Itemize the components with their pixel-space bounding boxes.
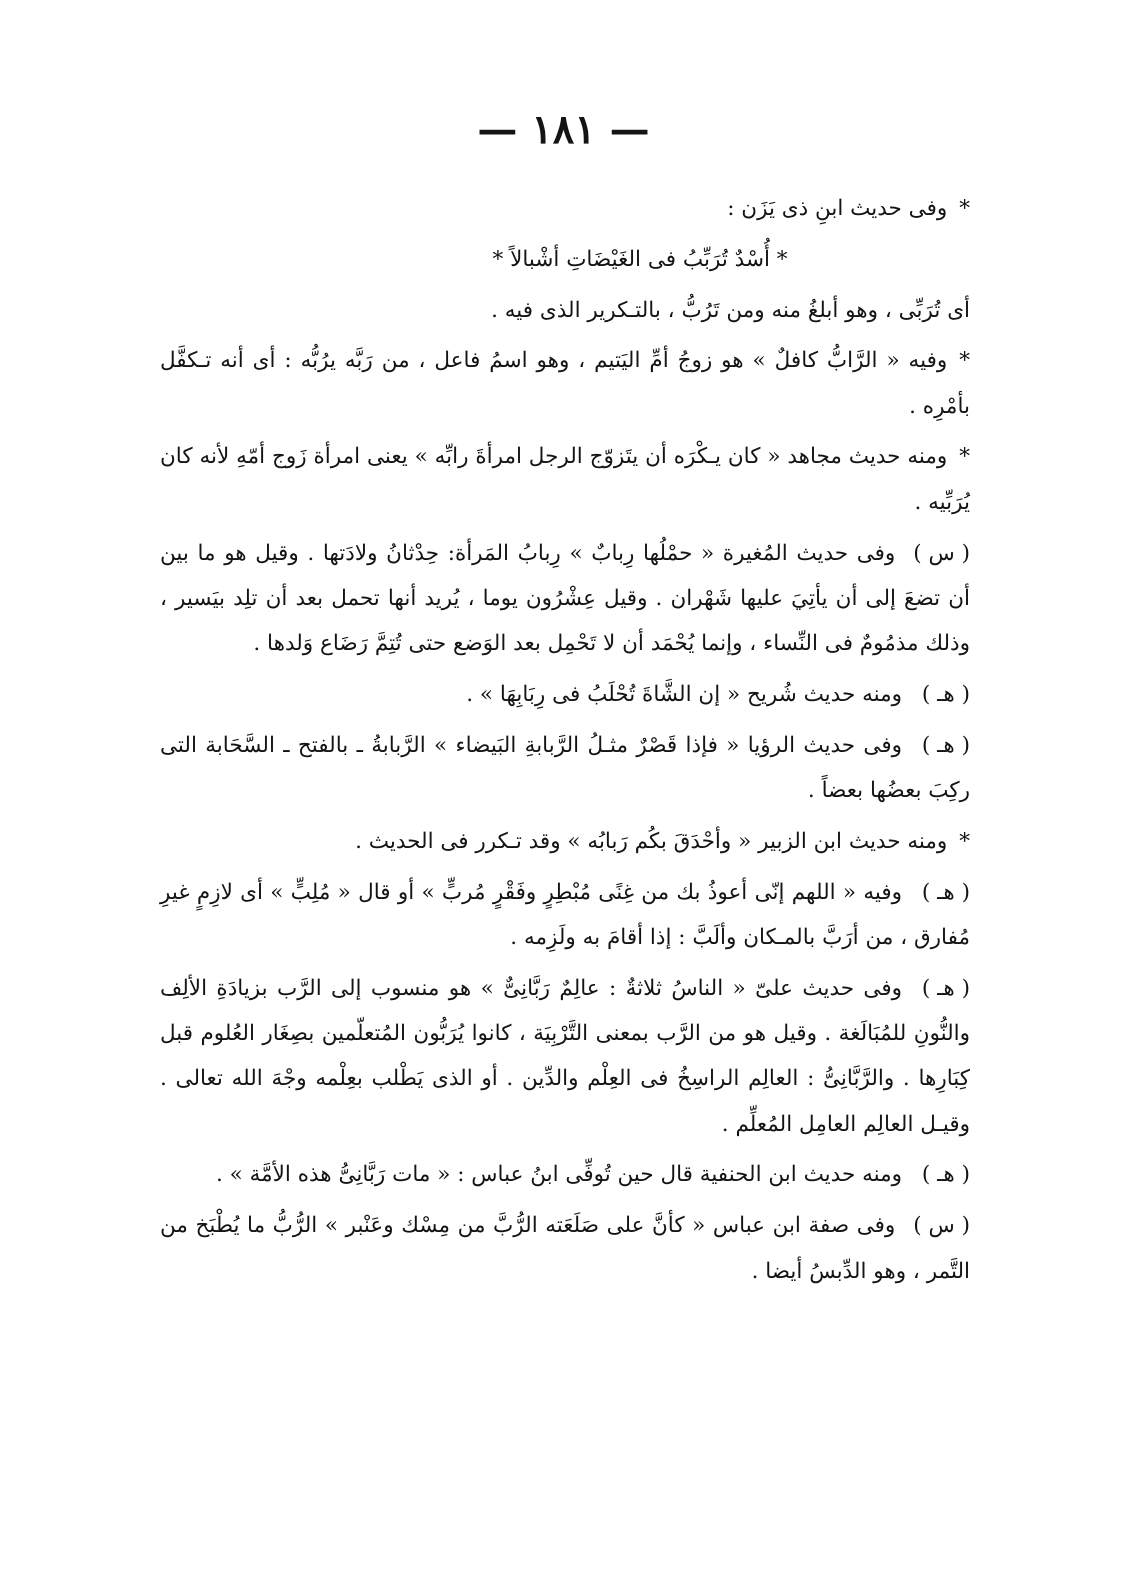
paragraph-text: أى تُرَبِّى ، وهو أبلغُ منه ومن تَرُبُّ ، بالتـكرير الذى فيه .	[491, 297, 970, 323]
source-marker: ( هـ )	[921, 732, 970, 758]
paragraph	[160, 338, 970, 429]
paragraph-text: وفيه « الرَّابُّ كافلٌ » هو زوجُ أمِّ اليَتيم ، وهو اسمُ فاعل ، من رَبَّه يرُبُّه : أى أنه تـكفَّل بأمْرِه .	[160, 348, 970, 419]
source-marker: ( هـ )	[921, 681, 970, 707]
paragraph	[160, 966, 970, 1147]
paragraph-marker: *	[959, 444, 970, 470]
source-marker: ( هـ )	[921, 1162, 970, 1188]
paragraph-marker: *	[959, 828, 970, 854]
paragraph	[160, 186, 970, 231]
source-marker: ( هـ )	[921, 975, 970, 1001]
paragraph-marker: *	[959, 196, 970, 221]
page-body	[160, 186, 970, 1299]
paragraph-text: ومنه حديث مجاهد « كان يـكْرَه أن يتَزوّج الرجل امرأةَ رابِّه » يعنى امرأة زَوج أمّهِ لأنه كان يُرَبِّيه .	[160, 444, 970, 515]
paragraph	[160, 434, 970, 525]
source-marker: ( هـ )	[921, 879, 970, 905]
paragraph	[160, 288, 970, 333]
paragraph	[160, 672, 970, 717]
paragraph-text: وفى حديث المُغيرة « حمْلُها رِبابٌ » رِبابُ المَرأة: حِدْثانُ ولادَتها . وقيل هو ما بين أن تضعَ إلى أن يأتِيَ عليها شَهْران . وقيل عِشْرُون يوما ، يُريد أنها تحمل بعد أن تلِد بيَسير ، وذلك مذمُومٌ فى النِّساء ، وإنما يُحْمَد أن لا تَحْمِل بعد الوَضع حتى تُتِمَّ رَضَاع وَلدها .	[160, 540, 970, 657]
paragraph-text: ومنه حديث شُريح « إن الشَّاةَ تُحْلَبُ فى رِبَابِهَا » .	[466, 681, 902, 707]
paragraph	[160, 723, 970, 814]
paragraph-text: وفى صفة ابن عباس « كأنَّ على صَلَعَته الرُّبَّ من مِسْك وعَنْبر » الرُّبُّ ما يُطْبَخ من التَّمر ، وهو الدِّبسُ أيضا .	[160, 1213, 970, 1284]
verse-line	[160, 237, 970, 282]
paragraph-text: وفى حديث علىّ « الناسُ ثلاثةٌ : عالِمٌ رَبَّانِىٌّ » هو منسوب إلى الرَّب بزيادَةِ الألِف والنُّونِ للمُبَالَغة . وقيل هو من الرَّب بمعنى التَّرْبِيَة ، كانوا يُرَبُّون المُتعلّمين بصِغَار العُلوم قبل كِبَارِها . والرَّبَّانِىُّ : العالِم الراسِخُ فى العِلْم والدِّين . أو الذى يَطْلب بعِلْمه وجْهَ الله تعالى . وقيـل العالِم العامِل المُعلِّم .	[160, 975, 970, 1137]
paragraph-text: وفى حديث ابنِ ذى يَزَن :	[727, 196, 948, 221]
page-number: — ١٨١ —	[477, 106, 650, 153]
paragraph	[160, 531, 970, 667]
verse-text: * أُسْدٌ تُرَبِّبُ فى الغَيْضَاتِ أشْبالاً *	[492, 246, 788, 272]
paragraph-text: ومنه حديث ابن الزبير « وأحْدَقَ بكُم رَبابُه » وقد تـكرر فى الحديث .	[355, 828, 948, 854]
paragraph-marker: *	[959, 348, 970, 374]
paragraph-text: وفى حديث الرؤيا « فإذا قَصْرٌ مثـلُ الرَّبابةِ البَيضاء » الرَّبابةُ ـ بالفتح ـ السَّحَابة التى ركِبَ بعضُها بعضاً .	[160, 732, 970, 804]
source-marker: ( س )	[913, 1213, 970, 1239]
paragraph	[160, 1203, 970, 1294]
paragraph-text: وفيه « اللهم إنّى أعوذُ بك من غِنًى مُبْطِرٍ وفَقْرٍ مُربٍّ » أو قال « مُلِبٍّ » أى لازِمٍ غيرِ مُفارق ، من أرَبَّ بالمـكان وألَبَّ : إذا أقامَ به ولَزِمه .	[160, 879, 970, 950]
paragraph	[160, 819, 970, 864]
paragraph-text: ومنه حديث ابن الحنفية قال حين تُوفِّى ابنُ عباس : « مات رَبَّانِىُّ هذه الأمَّة » .	[215, 1162, 902, 1188]
paragraph	[160, 870, 970, 961]
source-marker: ( س )	[913, 540, 970, 566]
paragraph	[160, 1152, 970, 1197]
